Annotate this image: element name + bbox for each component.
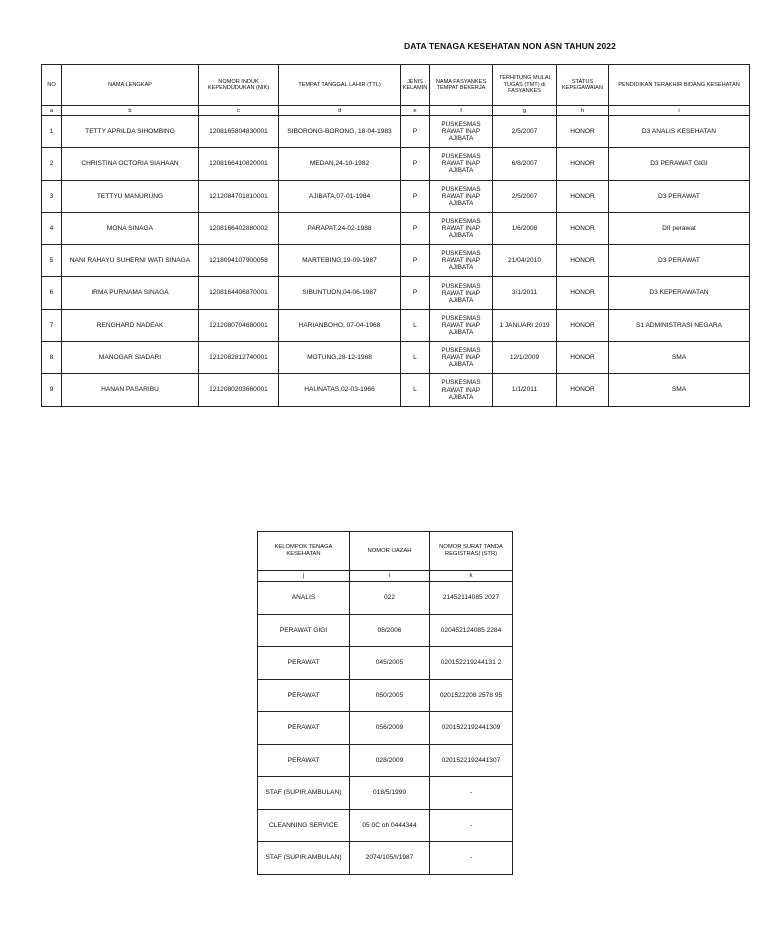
- table-cell: HONOR: [557, 342, 609, 374]
- table-row: [258, 744, 513, 777]
- table-row: [42, 374, 750, 406]
- table-cell: 022: [350, 582, 430, 615]
- table-row: [42, 245, 750, 277]
- table-cell: 0201522192441309: [430, 712, 513, 745]
- table-row: [258, 614, 513, 647]
- table-cell: 056/2009: [350, 712, 430, 745]
- column-header: STATUS KEPEGAWAIAN: [557, 65, 609, 106]
- table-row: [42, 277, 750, 309]
- table-cell: PUSKESMAS RAWAT INAP AJIBATA: [430, 212, 493, 244]
- table-cell: HONOR: [557, 245, 609, 277]
- table-cell: 1208166410820001: [199, 148, 279, 180]
- column-header: KELOMPOK TENAGA KESEHATAN: [258, 532, 350, 571]
- table-cell: 1208166402880002: [199, 212, 279, 244]
- table-cell: -: [430, 777, 513, 810]
- table-cell: SMA: [609, 374, 750, 406]
- column-letter: c: [199, 106, 279, 116]
- table-row: [258, 647, 513, 680]
- table-cell: MANOGAR SIADARI: [62, 342, 199, 374]
- column-header: TEMPAT TANGGAL LAHIR (TTL): [279, 65, 401, 106]
- table-row: [258, 679, 513, 712]
- table-cell: HONOR: [557, 212, 609, 244]
- column-letter: f: [430, 106, 493, 116]
- table-cell: HONOR: [557, 374, 609, 406]
- table-cell: PUSKESMAS RAWAT INAP AJIBATA: [430, 180, 493, 212]
- table-cell: -: [430, 842, 513, 875]
- table-cell: PUSKESMAS RAWAT INAP AJIBATA: [430, 148, 493, 180]
- table-cell: 5: [42, 245, 62, 277]
- table-cell: 1212082812740001: [199, 342, 279, 374]
- table-cell: PUSKESMAS RAWAT INAP AJIBATA: [430, 245, 493, 277]
- table-cell: 1212080203660001: [199, 374, 279, 406]
- table-cell: 08/2006: [350, 614, 430, 647]
- table-cell: PARAPAT,24-02-1988: [279, 212, 401, 244]
- table-row: [258, 809, 513, 842]
- table-cell: 1212084701810001: [199, 180, 279, 212]
- column-header: NOMOR SURAT TANDA REGISTRASI (STR): [430, 532, 513, 571]
- column-letter: b: [62, 106, 199, 116]
- table-row: [42, 309, 750, 341]
- table-cell: DII perawat: [609, 212, 750, 244]
- table-cell: 045/2005: [350, 647, 430, 680]
- table-cell: RENGHARD NADEAK: [62, 309, 199, 341]
- table-cell: 1 JANUARI 2019: [493, 309, 557, 341]
- table-row: [42, 180, 750, 212]
- column-letter: j: [258, 571, 350, 582]
- table-cell: CHRISTINA OCTORIA SIAHAAN: [62, 148, 199, 180]
- table-cell: PERAWAT GIGI: [258, 614, 350, 647]
- table-cell: 3/1/2011: [493, 277, 557, 309]
- table-cell: SIBORONG-BORONG, 18-04-1983: [279, 116, 401, 148]
- table-cell: 21452114085 2027: [430, 582, 513, 615]
- table-cell: MOTUNG,28-12-1968: [279, 342, 401, 374]
- table-cell: HONOR: [557, 116, 609, 148]
- table-cell: MONA SINAGA: [62, 212, 199, 244]
- column-header: NAMA LENGKAP: [62, 65, 199, 106]
- table-cell: 1208164406870001: [199, 277, 279, 309]
- table-row: [258, 842, 513, 875]
- table-row: [258, 777, 513, 810]
- registration-table: [257, 531, 513, 875]
- column-letter: i: [350, 571, 430, 582]
- column-header: TERHITUNG MULAI TUGAS (TMT) di FASYANKES: [493, 65, 557, 106]
- table-cell: SMA: [609, 342, 750, 374]
- table-cell: PUSKESMAS RAWAT INAP AJIBATA: [430, 374, 493, 406]
- table-cell: L: [401, 342, 430, 374]
- table-cell: 050/2005: [350, 679, 430, 712]
- table-row: [258, 582, 513, 615]
- table-cell: 0201522192441307: [430, 744, 513, 777]
- table-row: [42, 212, 750, 244]
- table-cell: SIBUNTUON,04-06-1987: [279, 277, 401, 309]
- table-cell: D3 KEPERAWATAN: [609, 277, 750, 309]
- table-cell: D3 ANALIS KESEHATAN: [609, 116, 750, 148]
- staff-table: [41, 64, 750, 407]
- table-cell: MEDAN,24-10-1982: [279, 148, 401, 180]
- table-row: [42, 148, 750, 180]
- table-cell: P: [401, 180, 430, 212]
- table-cell: 2074/105/I/1987: [350, 842, 430, 875]
- table-cell: 05 0C oh 0444344: [350, 809, 430, 842]
- table-cell: 12/1/2009: [493, 342, 557, 374]
- table-cell: L: [401, 309, 430, 341]
- table-cell: 1: [42, 116, 62, 148]
- table-cell: TETTY APRILDA SIHOMBING: [62, 116, 199, 148]
- table-cell: 8: [42, 342, 62, 374]
- table-cell: D3 PERAWAT GIGI: [609, 148, 750, 180]
- column-header: NOMOR INDUK KEPENDUDUKAN (NIK): [199, 65, 279, 106]
- table-cell: P: [401, 116, 430, 148]
- table-cell: -: [430, 809, 513, 842]
- table-cell: STAF (SUPIR AMBULAN): [258, 777, 350, 810]
- table-cell: 1/1/2011: [493, 374, 557, 406]
- table-row: [42, 342, 750, 374]
- column-letter: k: [430, 571, 513, 582]
- table-cell: 2/5/2007: [493, 180, 557, 212]
- table-cell: HANAN PASARIBU: [62, 374, 199, 406]
- table-cell: 21/04/2010: [493, 245, 557, 277]
- table-cell: MARTEBING,19-09-1987: [279, 245, 401, 277]
- column-letter: h: [557, 106, 609, 116]
- table-cell: P: [401, 245, 430, 277]
- table-cell: 2: [42, 148, 62, 180]
- table-cell: S1 ADMINISTRASI NEGARA: [609, 309, 750, 341]
- table-cell: PERAWAT: [258, 712, 350, 745]
- table-cell: 3: [42, 180, 62, 212]
- table-cell: 1212080704680001: [199, 309, 279, 341]
- table-cell: D3 PERAWAT: [609, 180, 750, 212]
- table-cell: 018/5/1999: [350, 777, 430, 810]
- column-header: NAMA FASYANKES TEMPAT BEKERJA: [430, 65, 493, 106]
- column-header: PENDIDIKAN TERAKHIR BIDANG KESEHATAN: [609, 65, 750, 106]
- column-letter: g: [493, 106, 557, 116]
- table-cell: IRMA PURNAMA SINAGA: [62, 277, 199, 309]
- table-cell: TETTYU MANURUNG: [62, 180, 199, 212]
- table-cell: HAUNATAS,02-03-1966: [279, 374, 401, 406]
- table-row: [258, 712, 513, 745]
- table-cell: PERAWAT: [258, 679, 350, 712]
- table-cell: 1208165804830001: [199, 116, 279, 148]
- table-cell: 0201522208 2578 95: [430, 679, 513, 712]
- table-cell: P: [401, 148, 430, 180]
- table-cell: 9: [42, 374, 62, 406]
- table-cell: 1/6/2008: [493, 212, 557, 244]
- table-cell: P: [401, 277, 430, 309]
- table-cell: 6: [42, 277, 62, 309]
- table-cell: 2/5/2007: [493, 116, 557, 148]
- table-cell: HONOR: [557, 277, 609, 309]
- table-cell: 1218094107900058: [199, 245, 279, 277]
- column-letter: e: [401, 106, 430, 116]
- table-row: [42, 116, 750, 148]
- table-cell: 4: [42, 212, 62, 244]
- table-cell: PUSKESMAS RAWAT INAP AJIBATA: [430, 342, 493, 374]
- column-letter: a: [42, 106, 62, 116]
- table-cell: 020452124085 2284: [430, 614, 513, 647]
- table-cell: HONOR: [557, 180, 609, 212]
- column-header: NOMOR IJAZAH: [350, 532, 430, 571]
- column-letter: i: [609, 106, 750, 116]
- table-cell: PERAWAT: [258, 744, 350, 777]
- table-cell: 020152219244131 2: [430, 647, 513, 680]
- table-cell: HARIANBOHO, 07-04-1968: [279, 309, 401, 341]
- table-cell: HONOR: [557, 148, 609, 180]
- table-cell: AJIBATA,07-01-1984: [279, 180, 401, 212]
- table-cell: PUSKESMAS RAWAT INAP AJIBATA: [430, 309, 493, 341]
- table-cell: D3 PERAWAT: [609, 245, 750, 277]
- column-header: NO: [42, 65, 62, 106]
- table-cell: STAF (SUPIR AMBULAN): [258, 842, 350, 875]
- column-header: JENIS KELAMIN: [401, 65, 430, 106]
- table-cell: 7: [42, 309, 62, 341]
- table-cell: PUSKESMAS RAWAT INAP AJIBATA: [430, 116, 493, 148]
- table-cell: 028/2009: [350, 744, 430, 777]
- table-cell: HONOR: [557, 309, 609, 341]
- table-cell: 6/8/2007: [493, 148, 557, 180]
- document-title: DATA TENAGA KESEHATAN NON ASN TAHUN 2022: [404, 41, 616, 51]
- table-cell: P: [401, 212, 430, 244]
- table-cell: ANALIS: [258, 582, 350, 615]
- column-letter: d: [279, 106, 401, 116]
- table-cell: PERAWAT: [258, 647, 350, 680]
- table-cell: L: [401, 374, 430, 406]
- table-cell: CLEANNING SERVICE: [258, 809, 350, 842]
- table-cell: NANI RAHAYU SUHERNI WATI SINAGA: [62, 245, 199, 277]
- table-cell: PUSKESMAS RAWAT INAP AJIBATA: [430, 277, 493, 309]
